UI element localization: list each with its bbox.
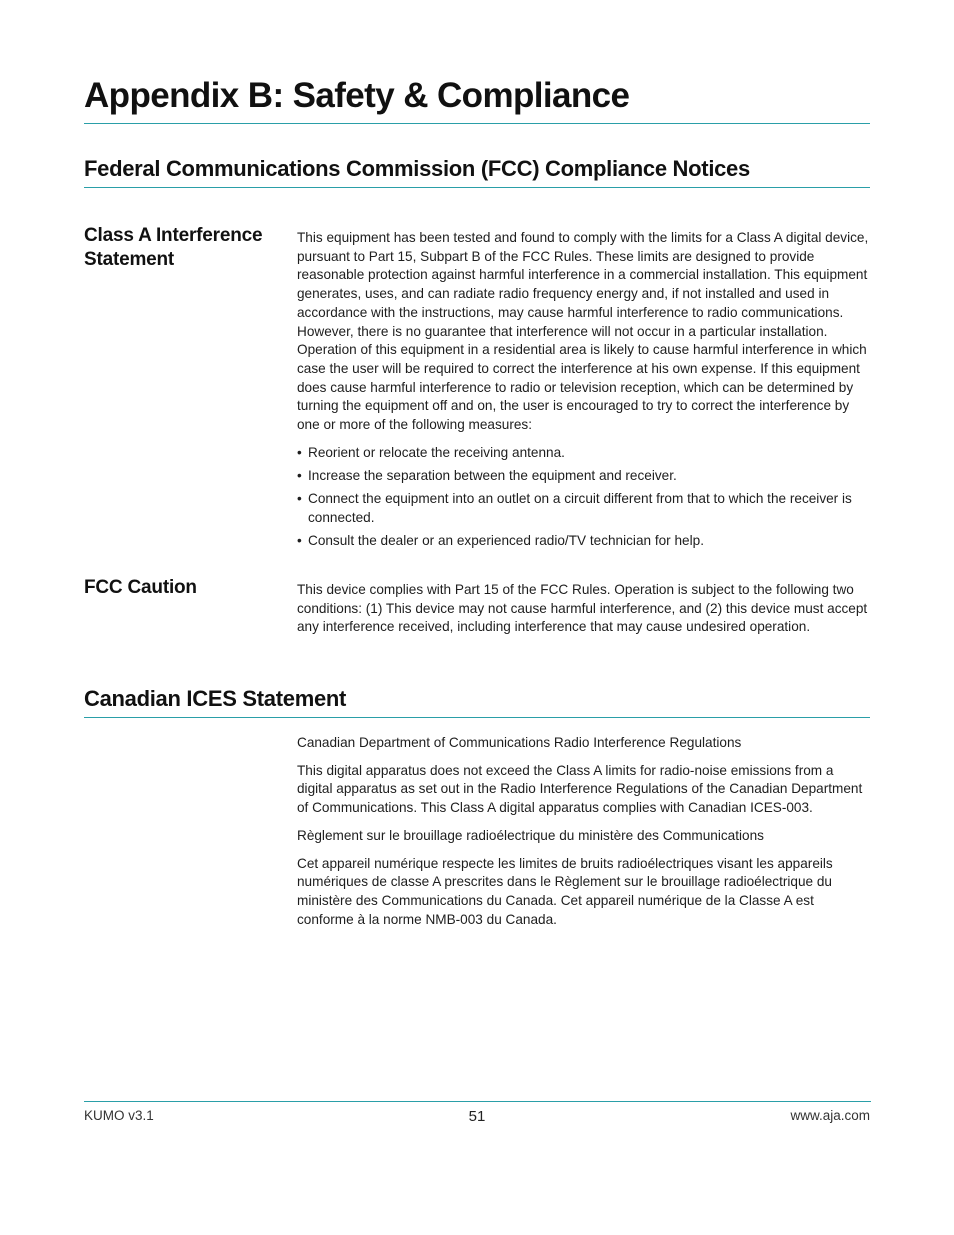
fcc-caution-body xyxy=(297,581,870,646)
fcc-caution-heading: FCC Caution xyxy=(84,577,197,598)
list-item: • Connect the equipment into an outlet on a circuit different from that to which the receiver is connected. xyxy=(297,490,852,525)
canadian-paragraph: Canadian Department of Communications Radio Interference Regulations xyxy=(297,735,742,750)
canadian-paragraph: This digital apparatus does not exceed the Class A limits for radio-noise emissions from a digital apparatus as set out in the Radio Interference Regulations of the Canadian Department of Communications. This Class A digital apparatus complies with Canadian ICES-003. xyxy=(297,762,863,816)
list-item: • Consult the dealer or an experienced radio/TV technician for help. xyxy=(297,532,870,551)
page-title: Appendix B: Safety & Compliance xyxy=(84,76,630,115)
bullet-icon: • xyxy=(297,532,302,548)
class-a-heading: Class A Interference Statement xyxy=(84,225,263,270)
bullet-icon: • xyxy=(297,490,302,506)
canadian-section-divider xyxy=(84,717,870,718)
list-item: • Reorient or relocate the receiving antenna. xyxy=(297,444,870,463)
list-item: • Increase the separation between the equipment and receiver. xyxy=(297,467,870,486)
class-a-body xyxy=(297,229,870,555)
footer-product: KUMO v3.1 xyxy=(84,1108,154,1123)
canadian-paragraph: Règlement sur le brouillage radioélectrique du ministère des Communications xyxy=(297,827,764,843)
fcc-section-divider xyxy=(84,187,870,188)
canadian-body xyxy=(297,734,870,938)
page-number: 51 xyxy=(468,1108,486,1125)
fcc-caution-paragraph: This device complies with Part 15 of the FCC Rules. Operation is subject to the following two conditions: (1) This device may not cause harmful interference, and (2) this device must accept any interference received, including interference that may cause undesired operation. xyxy=(297,582,868,635)
class-a-paragraph: This equipment has been tested and found to comply with the limits for a Class A digital device, pursuant to Part 15, Subpart B of the FCC Rules. These limits are designed to provide reasonable protection against harmful interference in a commercial installation. This equipment generates, uses, and can radiate radio frequency energy and, if not installed and used in accordance with the instructions, may cause harmful interference to radio communications. However, there is no guarantee that interference will not occur in a particular installation. Operation of this equipment in a residential area is likely to cause harmful interference in which case the user will be required to correct the interference at his own expense. If this equipment does cause harmful interference to radio or television reception, which can be determined by turning the equipment off and on, the user is encouraged to try to correct the interference by one or more of the following measures: xyxy=(297,230,869,433)
class-a-measures-list xyxy=(297,444,870,551)
bullet-icon: • xyxy=(297,444,302,460)
canadian-section-heading: Canadian ICES Statement xyxy=(84,686,347,711)
title-divider xyxy=(84,123,870,124)
bullet-icon: • xyxy=(297,467,302,483)
footer-website: www.aja.com xyxy=(790,1108,870,1123)
footer-divider xyxy=(84,1101,871,1102)
canadian-paragraph: Cet appareil numérique respecte les limites de bruits radioélectriques visant les appareils numériques de classe A prescrites dans le Règlement sur le brouillage radioélectrique du ministère des Communications du Canada. Cet appareil numérique de la Classe A est conforme à la norme NMB-003 du Canada. xyxy=(297,855,833,927)
fcc-section-heading: Federal Communications Commission (FCC) Compliance Notices xyxy=(84,156,750,181)
